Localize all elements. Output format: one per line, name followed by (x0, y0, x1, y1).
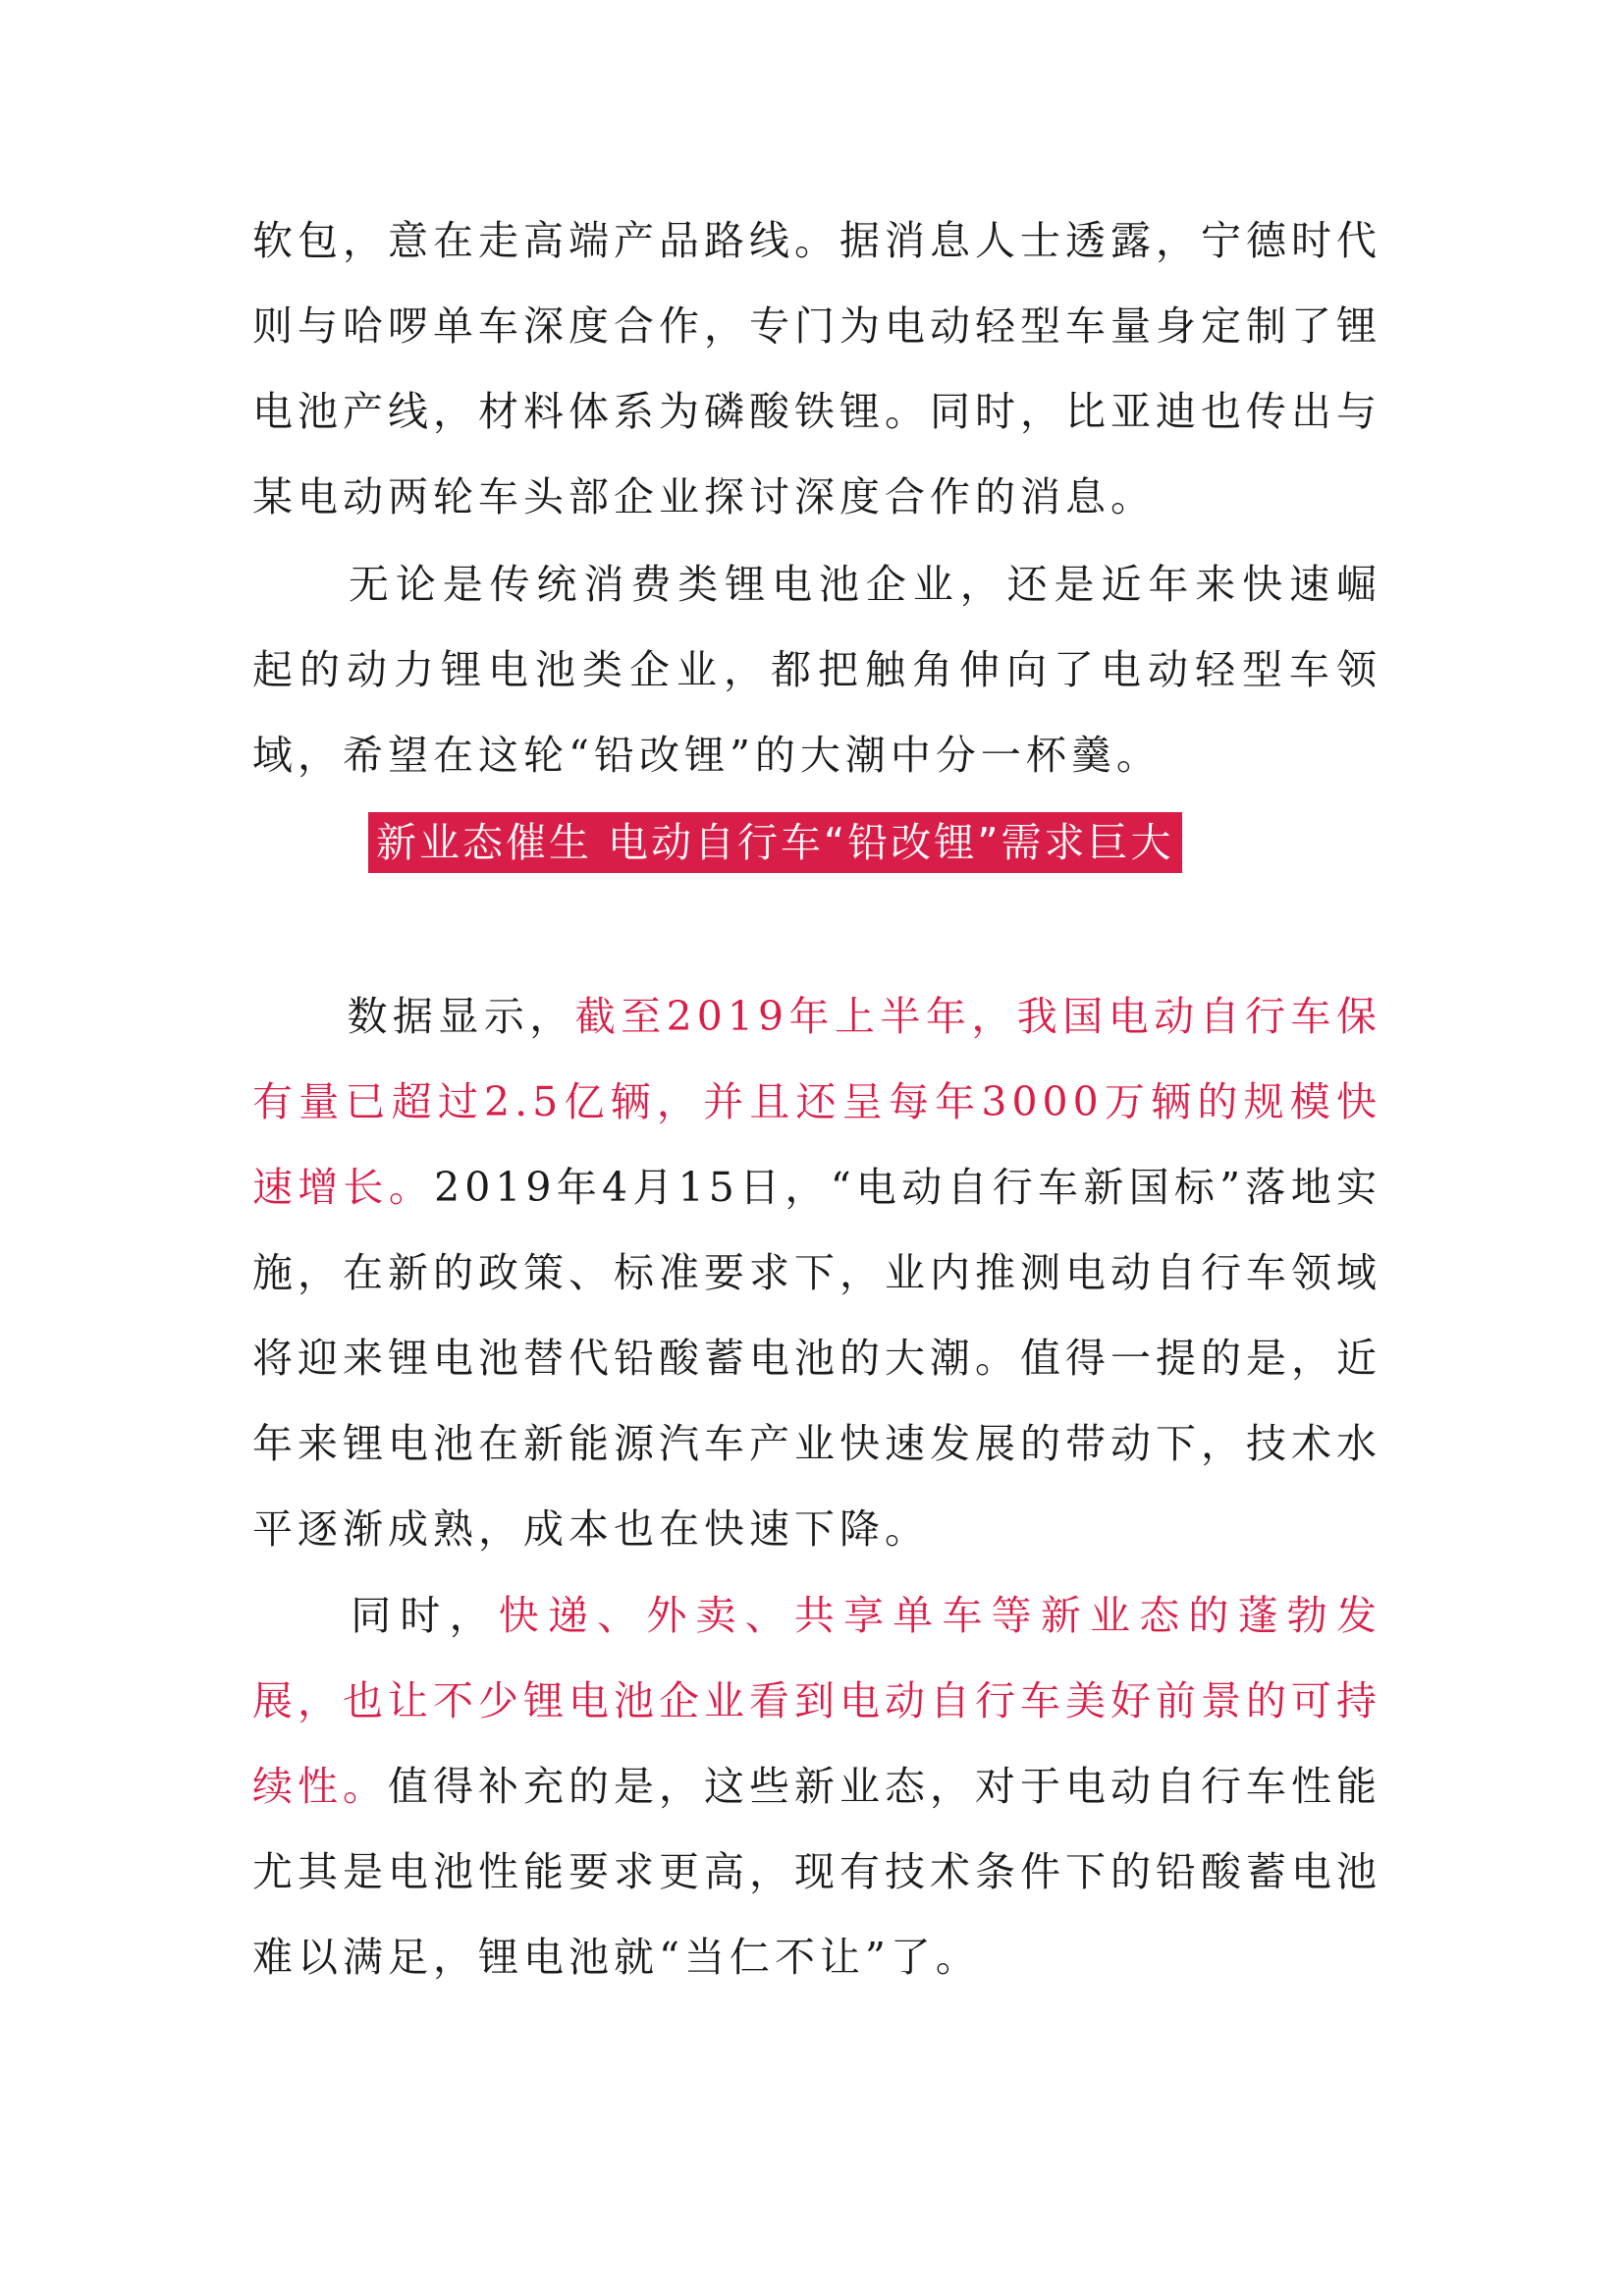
paragraph-industry-summary (252, 542, 1381, 798)
paragraph-market-data (252, 974, 1381, 1572)
section-heading: 新业态催生 电动自行车“铅改锂”需求巨大 (368, 812, 1182, 873)
paragraph-text: 软包，意在走高端产品路线。据消息人士透露，宁德时代则与哈啰单车深度合作，专门为电动轻型车量身定制了锂电池产线，材料体系为磷酸铁锂。同时，比亚迪也传出与某电动两轮车头部企业探讨深度合作的消息。 (252, 217, 1381, 520)
paragraph-text: 值得补充的是，这些新业态，对于电动自行车性能尤其是电池性能要求更高，现有技术条件下的铅酸蓄电池难以满足，锂电池就“当仁不让”了。 (252, 1763, 1381, 1981)
highlighted-statistic: 截至2019年上半年，我国电动自行车保有量已超过2.5亿辆，并且还呈每年3000万辆的规模快速增长。 (252, 993, 1382, 1211)
highlighted-statement: 快递、外卖、共享单车等新业态的蓬勃发展，也让不少锂电池企业看到电动自行车美好前景的可持续性。 (252, 1592, 1382, 1810)
paragraph-text: 2019年4月15日，“电动自行车新国标”落地实施，在新的政策、标准要求下，业内推测电动自行车领域将迎来锂电池替代铅酸蓄电池的大潮。值得一提的是，近年来锂电池在新能源汽车产业快速发展的带动下，技术水平逐渐成熟，成本也在快速下降。 (252, 1164, 1381, 1553)
paragraph-text-lead: 数据显示， (347, 993, 575, 1040)
paragraph-battery-companies (252, 198, 1381, 540)
paragraph-text-lead: 同时， (347, 1592, 499, 1639)
paragraph-text: 无论是传统消费类锂电池企业，还是近年来快速崛起的动力锂电池类企业，都把触角伸向了电动轻型车领域，希望在这轮“铅改锂”的大潮中分一杯羹。 (252, 561, 1381, 779)
paragraph-new-business (252, 1573, 1381, 2000)
